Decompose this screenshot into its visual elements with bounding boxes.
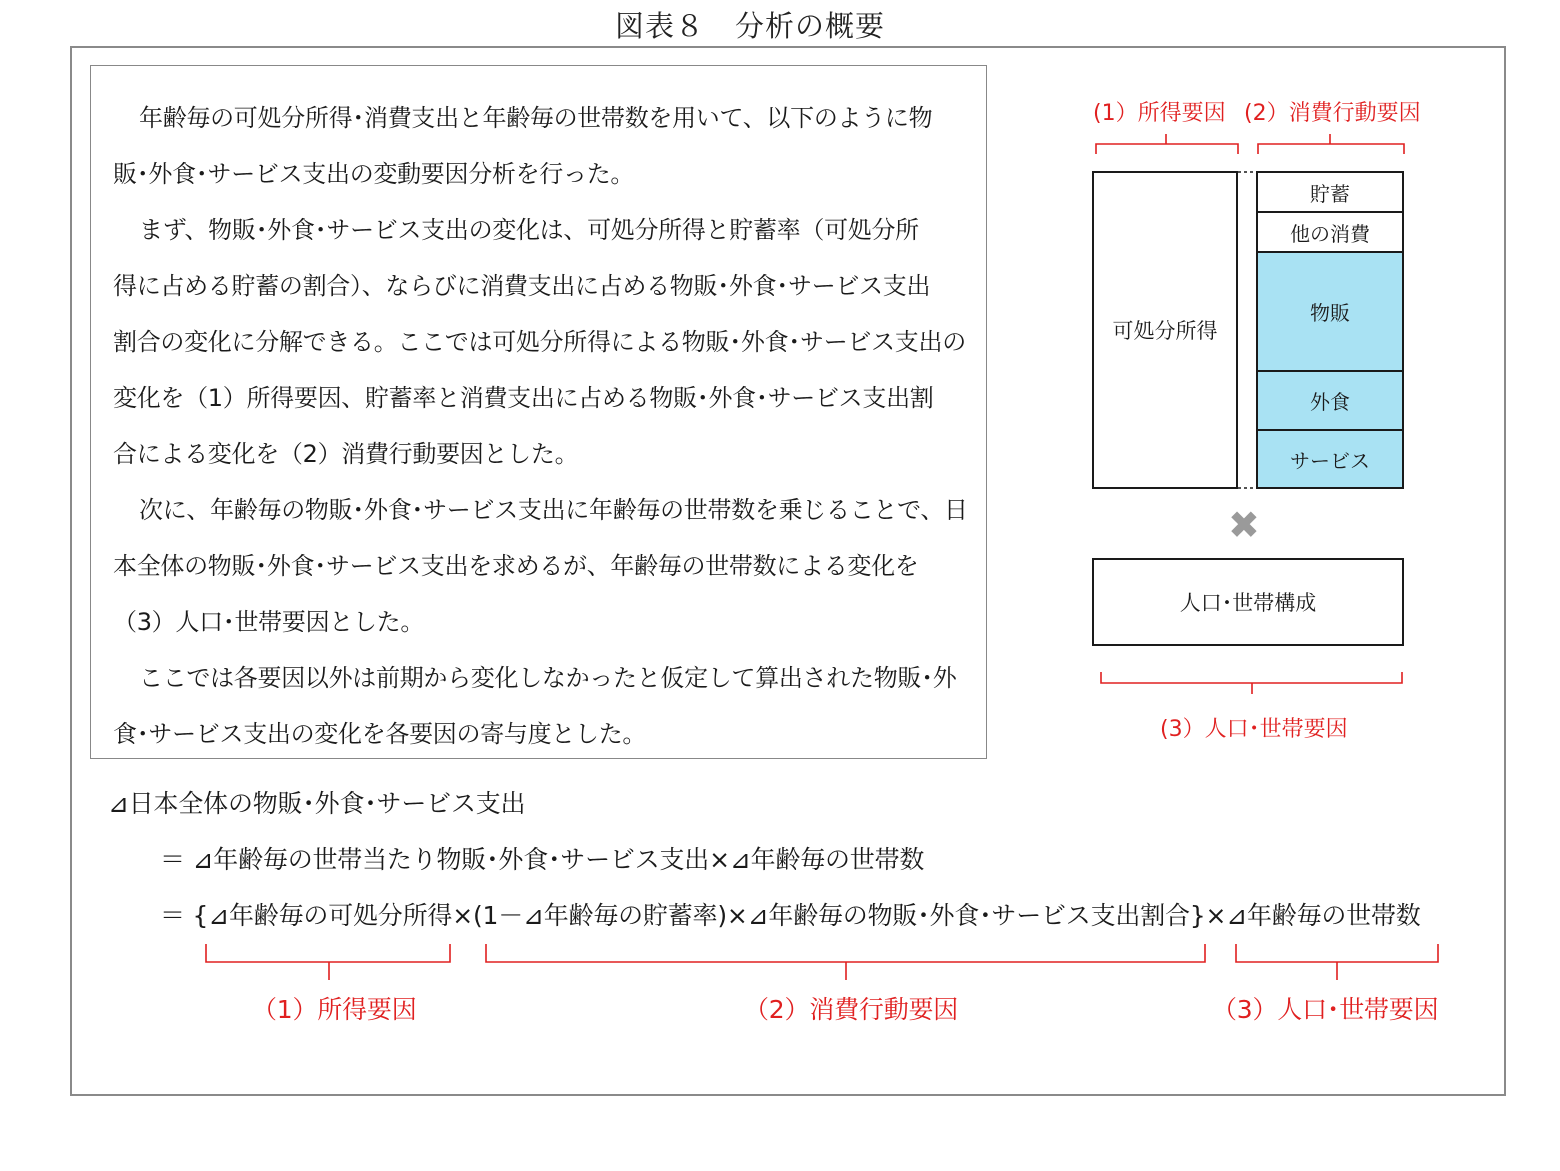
paragraph-line: 割合の変化に分解できる。ここでは可処分所得による物販･外食･サービス支出の bbox=[113, 328, 966, 356]
formula-line-1: ⊿日本全体の物販･外食･サービス支出 bbox=[108, 789, 526, 818]
formula-bracket-1 bbox=[206, 944, 450, 980]
population-factor-label: (3）人口･世帯要因 bbox=[1160, 717, 1348, 742]
consumption-factor-label: (2）消費行動要因 bbox=[1244, 101, 1421, 126]
paragraph-line: （3）人口･世帯要因とした。 bbox=[113, 608, 425, 636]
stack-label: 外食 bbox=[1310, 390, 1350, 414]
paragraph-line: まず、物販･外食･サービス支出の変化は、可処分所得と貯蓄率（可処分所 bbox=[139, 216, 919, 244]
formula-bracket-3 bbox=[1236, 944, 1438, 980]
consumption-bracket bbox=[1258, 134, 1404, 154]
formula-bracket-2 bbox=[486, 944, 1205, 980]
income-factor-label: (1）所得要因 bbox=[1093, 101, 1226, 126]
paragraph-line: ここでは各要因以外は前期から変化しなかったと仮定して算出された物販･外 bbox=[139, 664, 957, 692]
income-bracket bbox=[1096, 134, 1238, 154]
stack-label: 物販 bbox=[1310, 301, 1350, 325]
stack-label: 貯蓄 bbox=[1310, 181, 1350, 206]
population-bracket bbox=[1101, 672, 1402, 694]
population-label: 人口･世帯構成 bbox=[1179, 591, 1317, 615]
paragraph-line: 得に占める貯蓄の割合）、ならびに消費支出に占める物販･外食･サービス支出 bbox=[113, 272, 931, 300]
paragraph-line: 販･外食･サービス支出の変動要因分析を行った。 bbox=[113, 160, 635, 188]
stack-label: 他の消費 bbox=[1290, 221, 1370, 246]
multiply-icon: ✖ bbox=[1228, 503, 1260, 547]
figure-title: 図表８ 分析の概要 bbox=[614, 9, 885, 43]
paragraph-line: 変化を（1）所得要因、貯蓄率と消費支出に占める物販･外食･サービス支出割 bbox=[113, 384, 934, 412]
paragraph-line: 合による変化を（2）消費行動要因とした。 bbox=[113, 440, 579, 468]
disposable-income-label: 可処分所得 bbox=[1112, 319, 1218, 343]
paragraph-line: 次に、年齢毎の物販･外食･サービス支出に年齢毎の世帯数を乗じることで、日 bbox=[139, 496, 968, 524]
stack-label: サービス bbox=[1290, 448, 1370, 473]
formula-factor-1: （1）所得要因 bbox=[252, 995, 417, 1024]
formula-factor-2: （2）消費行動要因 bbox=[744, 995, 959, 1024]
formula-line-3: ＝ {⊿年齢毎の可処分所得×(1－⊿年齢毎の貯蓄率)×⊿年齢毎の物販･外食･サービス支出割合}×⊿年齢毎の世帯数 bbox=[160, 901, 1421, 930]
paragraph-line: 年齢毎の可処分所得･消費支出と年齢毎の世帯数を用いて、以下のように物 bbox=[139, 104, 933, 132]
paragraph-line: 本全体の物販･外食･サービス支出を求めるが、年齢毎の世帯数による変化を bbox=[113, 552, 919, 580]
formula-line-2: ＝ ⊿年齢毎の世帯当たり物販･外食･サービス支出×⊿年齢毎の世帯数 bbox=[160, 845, 925, 874]
paragraph-line: 食･サービス支出の変化を各要因の寄与度とした。 bbox=[113, 720, 647, 748]
formula-factor-3: （3）人口･世帯要因 bbox=[1212, 995, 1439, 1024]
